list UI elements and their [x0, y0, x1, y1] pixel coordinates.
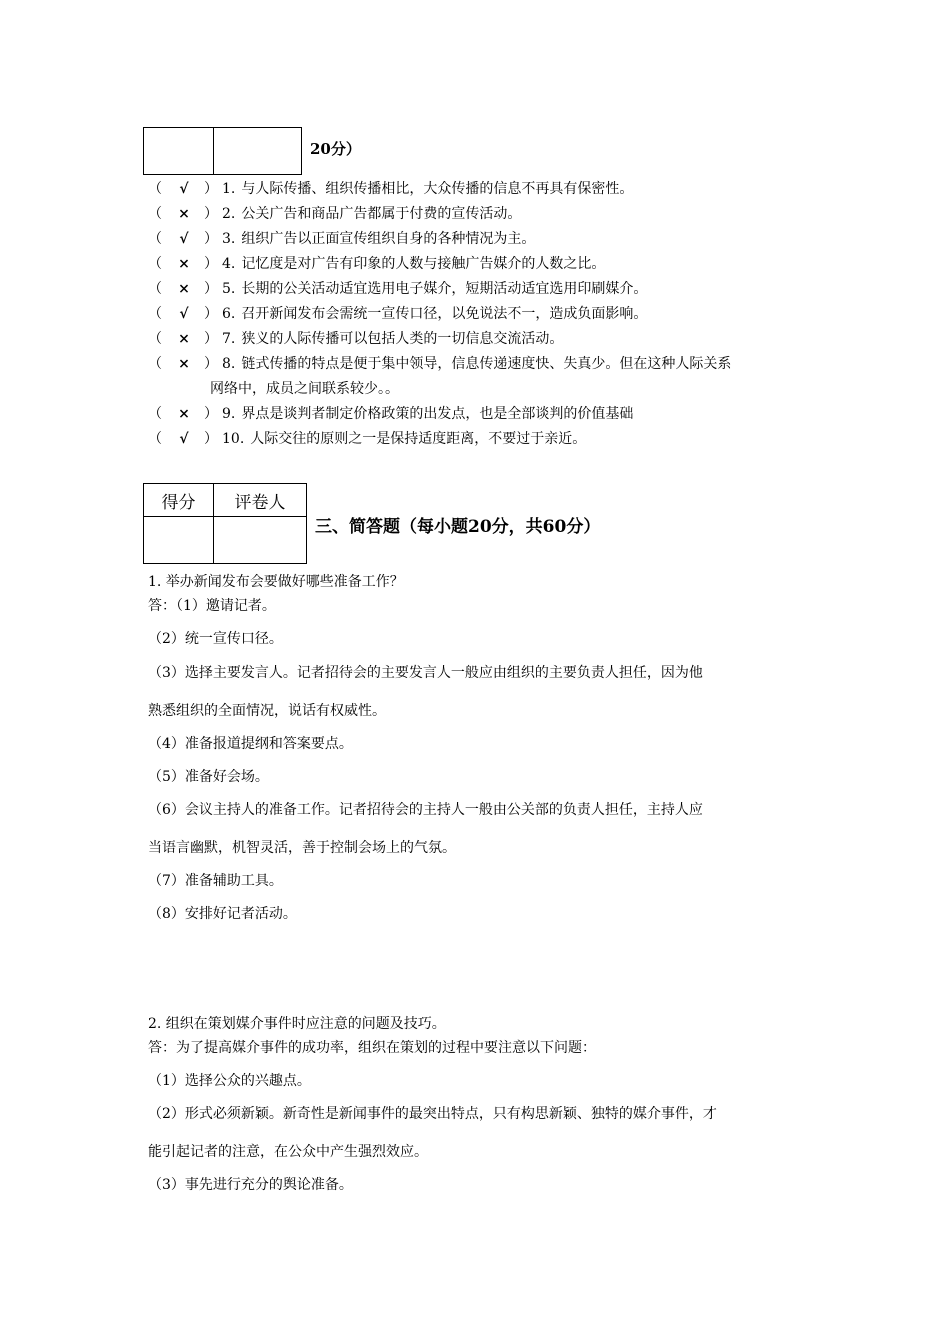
tf-item — [148, 203, 521, 223]
paren-close: ） — [204, 231, 218, 247]
item-number: 9. — [222, 406, 236, 422]
grader-label: 评卷人 — [214, 484, 307, 517]
item-statement: 与人际传播、组织传播相比，大众传播的信息不再具有保密性。 — [241, 181, 634, 197]
paren-close: ） — [204, 206, 218, 222]
answer-mark: × — [178, 331, 190, 347]
paren-close: ） — [204, 331, 218, 347]
paren-open: （ — [148, 231, 162, 247]
item-number: 1. — [222, 181, 236, 197]
answer-line: （7）准备辅助工具。 — [148, 873, 283, 889]
answer-mark: × — [178, 256, 190, 272]
question-1: 1. 举办新闻发布会要做好哪些准备工作？ — [148, 574, 404, 590]
section3-heading: 三、简答题（每小题20分，共60分） — [315, 517, 601, 537]
answer-mark: √ — [179, 231, 189, 247]
paren-open: （ — [148, 431, 162, 447]
answer-line: （2）形式必须新颖。新奇性是新闻事件的最突出特点，只有构思新颖、独特的媒介事件，才 — [148, 1106, 717, 1122]
tf-item — [148, 428, 586, 448]
answer-line: （1）选择公众的兴趣点。 — [148, 1073, 311, 1089]
score-label: 得分 — [144, 484, 214, 517]
tf-item — [148, 178, 633, 198]
item-statement-continued: 网络中，成员之间联系较少。。 — [210, 381, 399, 397]
tf-item — [148, 353, 731, 373]
answer-mark: × — [178, 206, 190, 222]
paren-open: （ — [148, 181, 162, 197]
item-statement: 链式传播的特点是便于集中领导，信息传递速度快、失真少。但在这种人际关系 — [241, 356, 732, 372]
answer-line: 能引起记者的注意，在公众中产生强烈效应。 — [148, 1144, 428, 1160]
paren-close: ） — [204, 256, 218, 272]
answer-mark: × — [178, 406, 190, 422]
answer-line: 答：为了提高媒介事件的成功率，组织在策划的过程中要注意以下问题： — [148, 1040, 596, 1056]
item-number: 8. — [222, 356, 236, 372]
tf-item — [148, 303, 647, 323]
score-cell — [144, 128, 214, 175]
tf-item — [148, 278, 647, 298]
tf-item — [148, 253, 605, 273]
grader-cell — [214, 517, 307, 564]
answer-line: （6）会议主持人的准备工作。记者招待会的主持人一般由公关部的负责人担任，主持人应 — [148, 802, 703, 818]
item-statement: 召开新闻发布会需统一宣传口径，以免说法不一，造成负面影响。 — [241, 306, 648, 322]
answer-line: 当语言幽默，机智灵活，善于控制会场上的气氛。 — [148, 840, 456, 856]
item-number: 10. — [222, 431, 245, 447]
item-number: 4. — [222, 256, 236, 272]
answer-line: 答：（1）邀请记者。 — [148, 598, 276, 614]
section2-heading: 20分） — [310, 140, 361, 158]
answer-line: （3）事先进行充分的舆论准备。 — [148, 1177, 353, 1193]
item-number: 6. — [222, 306, 236, 322]
paren-close: ） — [204, 356, 218, 372]
paren-close: ） — [204, 306, 218, 322]
tf-item — [148, 403, 633, 423]
paren-close: ） — [204, 431, 218, 447]
paren-open: （ — [148, 256, 162, 272]
answer-mark: √ — [179, 306, 189, 322]
answer-mark: × — [178, 281, 190, 297]
item-number: 7. — [222, 331, 236, 347]
paren-open: （ — [148, 306, 162, 322]
tf-item — [148, 228, 535, 248]
item-statement: 狭义的人际传播可以包括人类的一切信息交流活动。 — [241, 331, 564, 347]
answer-line: （8）安排好记者活动。 — [148, 906, 297, 922]
item-statement: 人际交往的原则之一是保持适度距离，不要过于亲近。 — [250, 431, 587, 447]
item-number: 5. — [222, 281, 236, 297]
grader-cell — [214, 128, 302, 175]
answer-line: （3）选择主要发言人。记者招待会的主要发言人一般应由组织的主要负责人担任，因为他 — [148, 665, 703, 681]
score-cell — [144, 517, 214, 564]
paren-open: （ — [148, 356, 162, 372]
item-statement: 长期的公关活动适宜选用电子媒介，短期活动适宜选用印刷媒介。 — [241, 281, 648, 297]
answer-line: （5）准备好会场。 — [148, 769, 269, 785]
answer-line: （4）准备报道提纲和答案要点。 — [148, 736, 353, 752]
answer-mark: √ — [179, 181, 189, 197]
question-2: 2. 组织在策划媒介事件时应注意的问题及技巧。 — [148, 1016, 446, 1032]
score-box-section3 — [143, 483, 307, 564]
tf-item — [148, 328, 563, 348]
item-statement: 公关广告和商品广告都属于付费的宣传活动。 — [241, 206, 522, 222]
paren-open: （ — [148, 281, 162, 297]
item-statement: 记忆度是对广告有印象的人数与接触广告媒介的人数之比。 — [241, 256, 606, 272]
paren-open: （ — [148, 331, 162, 347]
item-number: 3. — [222, 231, 236, 247]
paren-close: ） — [204, 281, 218, 297]
paren-open: （ — [148, 406, 162, 422]
paren-close: ） — [204, 181, 218, 197]
item-statement: 组织广告以正面宣传组织自身的各种情况为主。 — [241, 231, 536, 247]
score-box-section2 — [143, 127, 302, 175]
answer-mark: × — [178, 356, 190, 372]
answer-line: （2）统一宣传口径。 — [148, 631, 283, 647]
item-statement: 界点是谈判者制定价格政策的出发点，也是全部谈判的价值基础 — [241, 406, 634, 422]
paren-close: ） — [204, 406, 218, 422]
answer-mark: √ — [179, 431, 189, 447]
item-number: 2. — [222, 206, 236, 222]
answer-line: 熟悉组织的全面情况，说话有权威性。 — [148, 703, 386, 719]
paren-open: （ — [148, 206, 162, 222]
